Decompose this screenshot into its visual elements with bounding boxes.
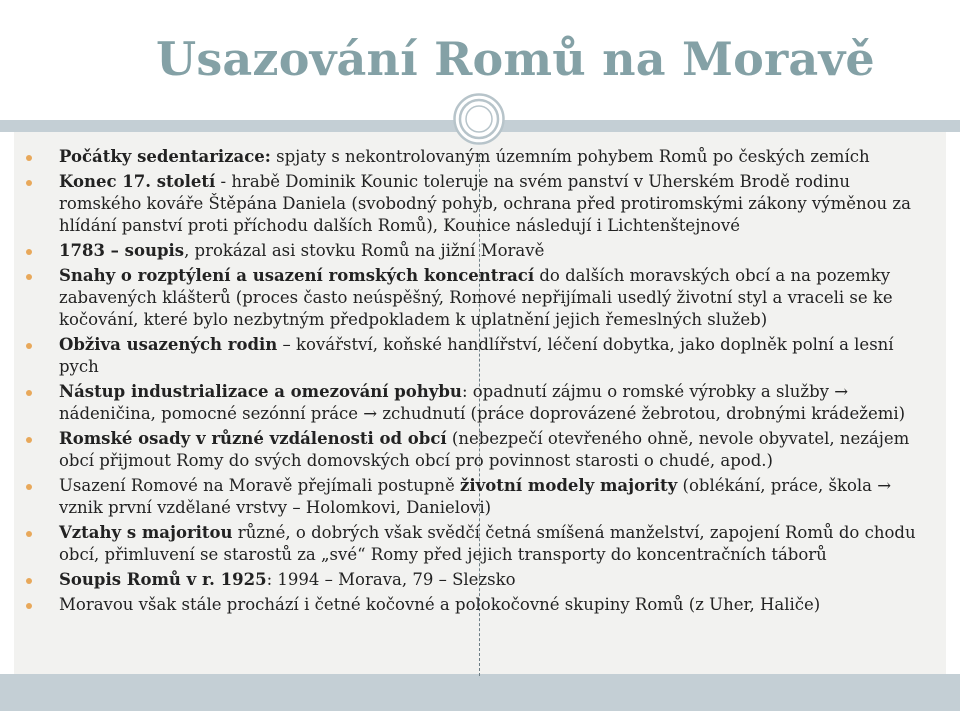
concentric-circles-icon: [453, 93, 505, 145]
list-item: Snahy o rozptýlení a usazení romských koncentrací do dalších moravských obcí a na pozemky zabavených klášterů (proces často neúspěšný, Romové nepřijímali usedlý životní styl a vraceli se ke kočování, které bylo nezbytným předpokladem k uplatnění jejich řemeslných služeb): [59, 265, 929, 331]
list-item: Moravou však stále prochází i četné kočovné a polokočovné skupiny Romů (z Uher, Haliče): [59, 594, 929, 616]
list-item: 1783 – soupis, prokázal asi stovku Romů na jižní Moravě: [59, 240, 929, 262]
list-item: Obživa usazených rodin – kovářství, koňské handlířství, léčení dobytka, jako doplněk polní a lesní pych: [59, 334, 929, 378]
list-item: Konec 17. století - hrabě Dominik Kounic toleruje na svém panství v Uherském Brodě rodinu romského kováře Štěpána Daniela (svobodný pohyb, ochrana před protiromskými zákony výměnou za hlídání panství proti příchodu dalších Romů), Kounice následují i Lichtenštejnové: [59, 171, 929, 237]
bullet-dot: [26, 249, 32, 255]
bullet-dot: [26, 343, 32, 349]
footer-band: [0, 674, 960, 711]
list-item: Romské osady v různé vzdálenosti od obcí (nebezpečí otevřeného ohně, nevole obyvatel, nezájem obcí přijmout Romy do svých domovských obcí pro povinnost starosti o chudé, apod.): [59, 428, 929, 472]
bullet-dot: [26, 603, 32, 609]
list-item: Vztahy s majoritou různé, o dobrých však svědčí četná smíšená manželství, zapojení Romů do chodu obcí, přimluvení se starostů za „své“ Romy před jejich transporty do koncentračních táborů: [59, 522, 929, 566]
bullet-dot: [26, 155, 32, 161]
list-item: Usazení Romové na Moravě přejímali postupně životní modely majority (oblékání, práce, škola → vznik první vzdělané vrstvy – Holomkovi, Danielovi): [59, 475, 929, 519]
bullet-dot: [26, 180, 32, 186]
bullet-list: [59, 146, 929, 619]
list-item: Počátky sedentarizace: spjaty s nekontrolovaným územním pohybem Romů po českých zemích: [59, 146, 929, 168]
slide-title: Usazování Romů na Moravě: [156, 32, 875, 86]
bullet-dot: [26, 274, 32, 280]
bullet-dot: [26, 484, 32, 490]
bullet-dot: [26, 390, 32, 396]
bullet-dot: [26, 437, 32, 443]
bullet-dot: [26, 531, 32, 537]
list-item: Soupis Romů v r. 1925: 1994 – Morava, 79 – Slezsko: [59, 569, 929, 591]
list-item: Nástup industrializace a omezování pohybu: opadnutí zájmu o romské výrobky a služby → nádeničina, pomocné sezónní práce → zchudnutí (práce doprovázené žebrotou, drobnými krádežemi): [59, 381, 929, 425]
bullet-dot: [26, 578, 32, 584]
